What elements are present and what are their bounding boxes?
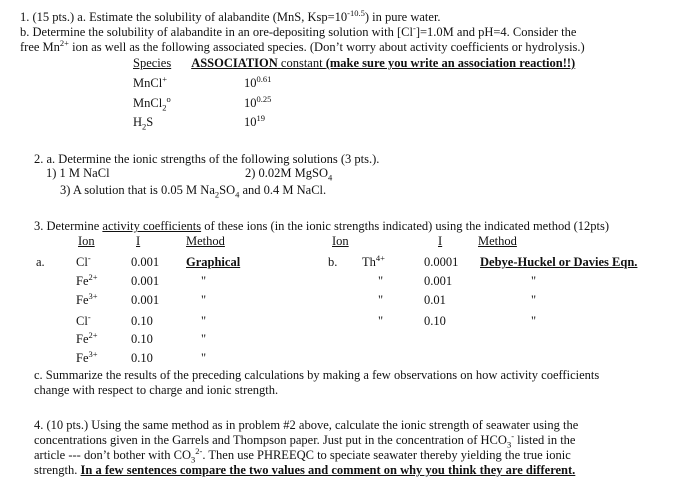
species-subscript: 2 [162,102,167,113]
ion-cell [362,252,385,270]
q2-item2 [245,166,332,181]
species-subscript: 2 [142,121,147,132]
ionic-strength-cell: 0.10 [131,332,153,346]
q1-b2-sup: 2+ [59,37,69,48]
constant-base: 10 [244,115,257,129]
q4-emphasis: In a few sentences compare the two values and comment on why you think they are different. [80,463,576,477]
q4-line3 [34,445,571,465]
ditto-mark: " [201,314,207,328]
q2-item3-post: and 0.4 M NaCl. [239,183,327,197]
ditto-mark: " [201,351,207,365]
part-b-label: b. [328,255,338,269]
species-tail: S [146,115,154,129]
ionic-strength-cell: 0.001 [424,274,453,288]
q1-part-b-line2 [20,37,585,55]
ion-cell [76,311,91,329]
constant-base: 10 [244,96,257,110]
species-neutral-mark: o [166,93,171,104]
q3-pre: 3. Determine [34,219,103,233]
q1-b1-pre: b. Determine the solubility of alabandite in an ore-depositing solution with [Cl [20,25,413,39]
ion-charge: - [87,311,91,322]
constant-exponent: 19 [256,112,265,123]
ditto-mark: " [378,293,384,307]
ion-symbol: Cl [76,255,88,269]
q1-part-b-line1 [20,22,577,40]
ionic-strength-cell: 0.10 [131,314,153,328]
q2-item3-sub2: 4 [235,189,240,200]
q2-item3-mid: SO [219,183,236,197]
q1-a-text: 1. (15 pts.) a. Estimate the solubility of alabandite (MnS, Ksp=10 [20,10,348,24]
assoc-constant [244,93,272,111]
q4-line4 [34,463,575,478]
constant-base: 10 [244,76,257,90]
ionic-strength-cell: 0.001 [131,274,160,288]
ditto-mark: " [201,293,207,307]
q2-item1: 1) 1 M NaCl [46,166,110,180]
ditto-mark: " [531,274,537,288]
q4-l3-sub: 3 [191,454,196,465]
part-a-label: a. [36,255,45,269]
ion-cell [76,271,98,289]
q1-b1-sup: - [412,22,416,33]
ionic-strength-cell: 0.001 [131,293,160,307]
ditto-mark: " [201,274,207,288]
ion-symbol: Fe [76,293,89,307]
ditto-mark: " [531,314,537,328]
species-name: MnCl [133,96,163,110]
q2-item2-text: 2) 0.02M MgSO [245,166,328,180]
q3-c-line1: c. Summarize the results of the preceding calculations by making a few observations on how activity coefficients [34,368,600,382]
q4-line2 [34,430,576,450]
association-header: ASSOCIATION [191,56,278,70]
ditto-mark: " [201,332,207,346]
ionic-strength-cell: 0.01 [424,293,446,307]
ionic-strength-cell: 0.001 [131,255,160,269]
ion-cell [76,348,98,366]
species-charge: + [162,73,167,84]
q4-l3-pre: article --- don’t bother with CO [34,448,192,462]
ion-cell [76,252,91,270]
q2-line1: 2. a. Determine the ionic strengths of the following solutions (3 pts.). [34,152,380,166]
ionic-strength-cell: 0.0001 [424,255,459,269]
method-debye-huckel: Debye-Huckel or Davies Eqn. [480,255,638,269]
ion-cell [76,290,98,308]
q3-line1 [34,219,609,234]
q2-item3-sub1: 2 [214,189,220,200]
ditto-mark: " [378,274,384,288]
header-method-right: Method [478,234,517,248]
header-method-left: Method [186,234,225,248]
ion-cell [76,329,98,347]
ditto-mark: " [378,314,384,328]
q4-l2-sup: - [511,430,515,441]
q3-post: of these ions (in the ionic strengths indicated) using the indicated method (12pts) [201,219,609,233]
assoc-constant [244,112,265,130]
q3-underlined: activity coefficients [102,219,202,233]
ionic-strength-cell: 0.10 [131,351,153,365]
q1-b1-post: ]=1.0M and pH=4. Consider the [415,25,577,39]
ion-charge: 3+ [88,348,98,359]
method-graphical: Graphical [186,255,241,269]
header-ion-left: Ion [78,234,95,248]
ion-symbol: Fe [76,274,89,288]
ion-charge: 4+ [375,252,385,263]
constant-exponent: 0.61 [256,73,272,84]
ion-symbol: Cl [76,314,88,328]
ditto-mark: " [531,293,537,307]
header-i-right: I [438,234,443,248]
header-i-left: I [136,234,141,248]
q1-a-end: ) in pure water. [364,10,441,24]
q3-c-line2: change with respect to charge and ionic strength. [34,383,279,397]
species-row [133,115,153,130]
constant-header: constant [277,56,326,70]
q4-l3-post: . Then use PHREEQC to speciate seawater thereby yielding the true ionic [202,448,571,462]
ksp-exponent: -10.5 [347,7,365,18]
species-row [133,73,167,91]
q1-b2-pre: free Mn [20,40,60,54]
ion-charge: 3+ [88,290,98,301]
q2-item3 [60,183,326,198]
q4-l2-post: listed in the [514,433,576,447]
ionic-strength-cell: 0.10 [424,314,446,328]
q4-line1: 4. (10 pts.) Using the same method as in problem #2 above, calculate the ionic strength of seawater using the [34,418,579,432]
q4-l2-sub: 3 [506,439,512,450]
q4-l3-sup: 2- [195,445,203,456]
species-header: Species [133,56,172,70]
constant-exponent: 0.25 [256,93,272,104]
assoc-constant [244,73,272,91]
species-table-header [133,56,575,71]
q2-item2-sub: 4 [328,172,333,183]
q4-l2-pre: concentrations given in the Garrels and Thompson paper. Just put in the concentration of HCO [34,433,507,447]
species-row [133,93,171,113]
q1-part-a [20,7,441,25]
ion-symbol: Fe [76,332,89,346]
q2-item3-text: 3) A solution that is 0.05 M Na [60,183,215,197]
ion-symbol: Th [362,255,376,269]
ion-charge: 2+ [88,271,98,282]
q4-l4-pre: strength. [34,463,81,477]
ion-symbol: Fe [76,351,89,365]
species-name: H [133,115,143,129]
q1-b2-post: ion as well as the following associated species. (Don’t worry about activity coefficients or hydrolysis.) [68,40,585,54]
ion-charge: 2+ [88,329,98,340]
ion-charge: - [87,252,91,263]
association-note: (make sure you write an association reaction!!) [325,56,576,70]
species-name: MnCl [133,76,163,90]
header-ion-right: Ion [332,234,349,248]
